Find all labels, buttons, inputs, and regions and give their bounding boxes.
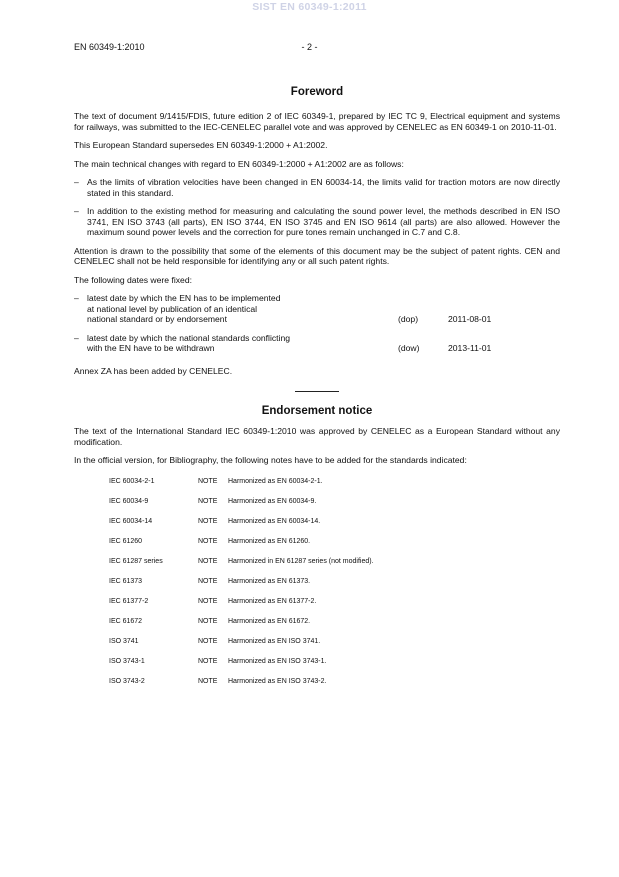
- foreword-para-3: The main technical changes with regard to EN 60349-1:2000 + A1:2002 are as follows:: [74, 158, 404, 169]
- annex-note: Annex ZA has been added by CENELEC.: [74, 365, 233, 376]
- note-text: Harmonized as EN 60034-2-1.: [228, 477, 323, 485]
- dates-intro: The following dates were fixed:: [74, 274, 192, 285]
- endorsement-para-2: In the official version, for Bibliography, the following notes have to be added for the standards indicated:: [74, 455, 467, 465]
- date-row-dow: [74, 333, 560, 354]
- note-row: [74, 497, 560, 517]
- note-label: NOTE: [198, 517, 218, 525]
- change-item: [74, 177, 560, 198]
- watermark: SIST EN 60349-1:2011: [252, 1, 367, 13]
- note-row: [74, 557, 560, 577]
- note-label: NOTE: [198, 637, 218, 645]
- note-standard: IEC 60034-14: [109, 517, 153, 525]
- note-text: Harmonized as EN ISO 3741.: [228, 637, 321, 645]
- date-desc-line: at national level by publication of an identical: [87, 303, 258, 314]
- note-label: NOTE: [198, 537, 218, 545]
- note-row: [74, 637, 560, 657]
- note-label: NOTE: [198, 477, 218, 485]
- note-standard: IEC 61672: [109, 617, 143, 625]
- note-standard: IEC 60034-9: [109, 497, 149, 505]
- dash-bullet: –: [74, 206, 79, 216]
- dash-bullet: –: [74, 293, 79, 303]
- note-standard: IEC 61260: [109, 537, 143, 545]
- endorsement-title: Endorsement notice: [261, 405, 373, 417]
- date-value: 2013-11-01: [448, 343, 492, 353]
- note-text: Harmonized as EN 61260.: [228, 537, 311, 545]
- note-label: NOTE: [198, 597, 218, 605]
- document-id: EN 60349-1:2010: [74, 42, 145, 52]
- page-number: - 2 -: [301, 42, 318, 52]
- note-standard: ISO 3743-1: [109, 657, 145, 665]
- patent-notice: Attention is drawn to the possibility that some of the elements of this document may be the subject of patent rights. CEN and CENELEC shall not be held responsible for identifying any or all such patent rights.: [74, 245, 560, 266]
- date-desc-line: latest date by which the national standards conflicting: [87, 332, 291, 343]
- foreword-para-1: The text of document 9/1415/FDIS, future edition 2 of IEC 60349-1, prepared by IEC TC 9, Electrical equipment and systems for railways, was submitted to the IEC-CENELEC parallel vote and was approved by CENELEC as EN 60349-1 on 2010-11-01.: [74, 111, 560, 132]
- note-row: [74, 677, 560, 697]
- note-row: [74, 657, 560, 677]
- dash-bullet: –: [74, 177, 79, 187]
- note-text: Harmonized as EN 61373.: [228, 577, 311, 585]
- date-abbr: (dop): [398, 314, 419, 324]
- note-row: [74, 537, 560, 557]
- note-standard: ISO 3743-2: [109, 677, 145, 685]
- date-row-dop: [74, 293, 560, 325]
- change-item: [74, 206, 560, 238]
- note-label: NOTE: [198, 497, 218, 505]
- note-text: Harmonized as EN ISO 3743-1.: [228, 657, 327, 665]
- foreword-para-2: This European Standard supersedes EN 60349-1:2000 + A1:2002.: [74, 140, 328, 150]
- note-label: NOTE: [198, 557, 218, 565]
- dash-bullet: –: [74, 332, 79, 343]
- change-item-text: In addition to the existing method for measuring and calculating the sound power level, the methods described in EN ISO 3741, EN ISO 3743 (all parts), EN ISO 3744, EN ISO 3745 and EN ISO 9614 (all parts) are also allowed. However the maximum sound power levels and the correction for pure tones remain unchanged in C.7 and C.8.: [87, 206, 560, 237]
- foreword-title: Foreword: [290, 86, 344, 98]
- note-text: Harmonized as EN ISO 3743-2.: [228, 677, 327, 685]
- note-text: Harmonized as EN 61377-2.: [228, 597, 317, 605]
- note-row: [74, 597, 560, 617]
- note-text: Harmonized as EN 60034-9.: [228, 497, 317, 505]
- note-label: NOTE: [198, 617, 218, 625]
- note-text: Harmonized as EN 61672.: [228, 617, 311, 625]
- note-standard: ISO 3741: [109, 637, 139, 645]
- note-standard: IEC 61287 series: [109, 557, 163, 565]
- date-desc-line: national standard or by endorsement: [87, 314, 227, 324]
- page-content: [74, 85, 560, 697]
- bibliography-notes: [74, 477, 560, 697]
- date-desc-line: latest date by which the EN has to be implemented: [87, 293, 281, 303]
- date-abbr: (dow): [398, 343, 420, 353]
- note-label: NOTE: [198, 677, 218, 685]
- note-standard: IEC 61373: [109, 577, 143, 585]
- note-row: [74, 617, 560, 637]
- change-item-text: As the limits of vibration velocities have been changed in EN 60034-14, the limits valid for traction motors are now directly stated in this standard.: [87, 177, 560, 198]
- note-text: Harmonized as EN 60034-14.: [228, 517, 321, 525]
- note-label: NOTE: [198, 657, 218, 665]
- note-label: NOTE: [198, 577, 218, 585]
- date-value: 2011-08-01: [448, 314, 492, 324]
- note-row: [74, 477, 560, 497]
- note-standard: IEC 61377-2: [109, 597, 149, 605]
- date-desc-line: with the EN have to be withdrawn: [87, 343, 215, 353]
- note-standard: IEC 60034-2-1: [109, 477, 155, 485]
- note-row: [74, 577, 560, 597]
- note-text: Harmonized in EN 61287 series (not modified).: [228, 557, 374, 565]
- endorsement-para-1: The text of the International Standard IEC 60349-1:2010 was approved by CENELEC as a European Standard without any modification.: [74, 426, 560, 447]
- note-row: [74, 517, 560, 537]
